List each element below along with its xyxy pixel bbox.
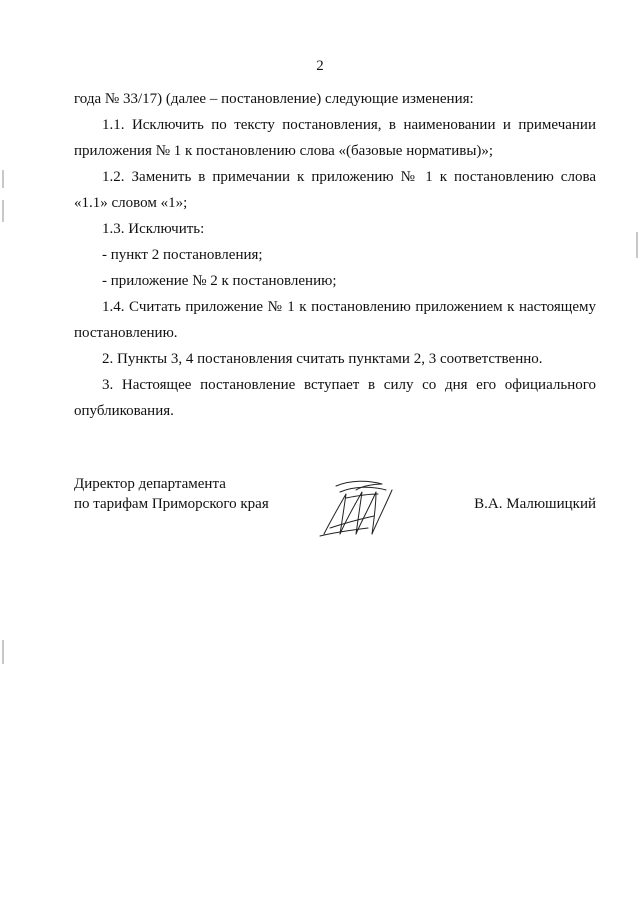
page-number: 2 [316,58,324,74]
scan-margin-mark [2,170,4,188]
paragraph-intro: года № 33/17) (далее – постановление) следующие изменения: [74,91,474,107]
signatory-name: В.А. Малюшицкий [474,496,596,512]
position-line-2: по тарифам Приморского края [74,496,269,512]
scan-margin-mark [2,640,4,664]
position-line-1: Директор департамента [74,476,226,492]
document-body [74,86,596,424]
signature-block [74,474,596,544]
signatory-position [74,474,269,514]
list-item-point-2: - пункт 2 постановления; [102,247,263,263]
paragraph-1-4: 1.4. Считать приложение № 1 к постановлению приложением к настоящему постановлению. [74,299,596,341]
handwritten-signature-icon [316,478,406,540]
paragraph-1-2: 1.2. Заменить в примечании к приложению № 1 к постановлению слова «1.1» словом «1»; [74,169,596,211]
scan-margin-mark [2,200,4,222]
list-item-appendix-2: - приложение № 2 к постановлению; [102,273,337,289]
paragraph-1-1: 1.1. Исключить по тексту постановления, в наименовании и примечании приложения № 1 к постановлению слова «(базовые нормативы)»; [74,117,596,159]
paragraph-2: 2. Пункты 3, 4 постановления считать пунктами 2, 3 соответственно. [102,351,543,367]
scan-margin-mark [636,232,638,258]
paragraph-1-3: 1.3. Исключить: [102,221,205,237]
paragraph-3: 3. Настоящее постановление вступает в силу со дня его официального опубликования. [74,377,596,419]
